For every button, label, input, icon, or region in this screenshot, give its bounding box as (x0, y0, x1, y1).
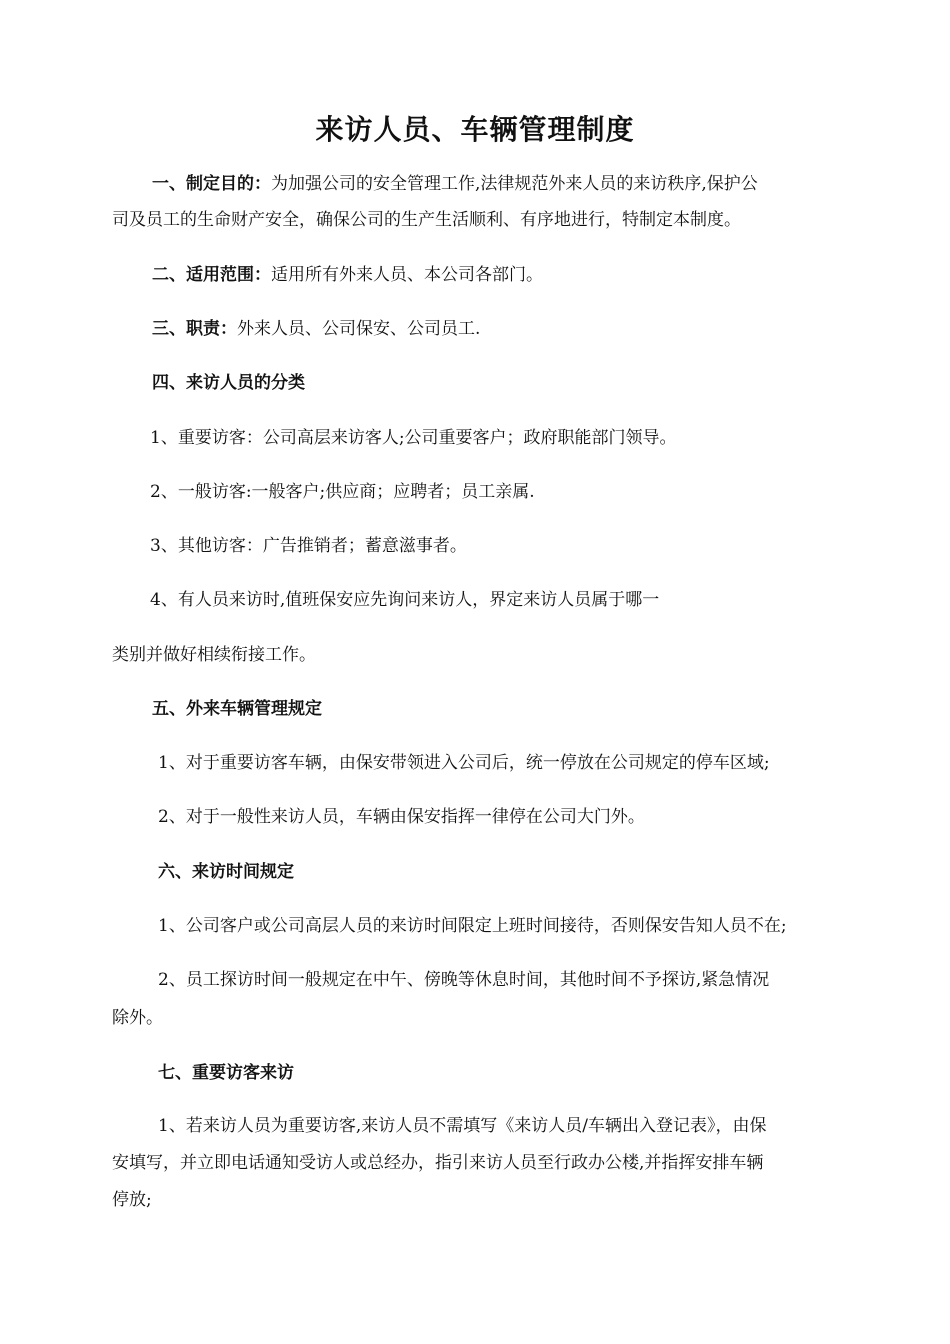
section-3-paragraph (112, 311, 862, 347)
section-2-text: 适用所有外来人员、本公司各部门。 (271, 265, 543, 285)
section-6-heading: 六、来访时间规定 (158, 862, 294, 882)
document-title: 来访人员、车辆管理制度 (315, 113, 635, 146)
section-5-heading: 五、外来车辆管理规定 (152, 699, 322, 719)
section-2-paragraph (112, 257, 862, 293)
section-1-paragraph (112, 166, 862, 202)
section-4-item-4-line-2: 类别并做好相续衔接工作。 (112, 645, 316, 665)
section-7-item-1-line-1: 1、若来访人员为重要访客,来访人员不需填写《来访人员/车辆出入登记表》，由保 (158, 1116, 767, 1136)
section-4-item-4-line-1: 4、有人员来访时,值班保安应先询问来访人，界定来访人员属于哪一 (150, 590, 660, 610)
section-1-text-line-2: 司及员工的生命财产安全，确保公司的生产生活顺利、有序地进行，特制定本制度。 (112, 210, 741, 230)
section-5-item-2: 2、对于一般性来访人员，车辆由保安指挥一律停在公司大门外。 (158, 807, 645, 827)
section-7-item-1-line-3: 停放; (112, 1190, 152, 1210)
section-3-heading: 三、职责： (152, 319, 237, 339)
section-4-item-3: 3、其他访客：广告推销者；蓄意滋事者。 (150, 536, 467, 556)
section-6-item-1: 1、公司客户或公司高层人员的来访时间限定上班时间接待，否则保安告知人员不在; (158, 916, 787, 936)
section-6-item-2-line-2: 除外。 (112, 1008, 163, 1028)
section-4-heading: 四、来访人员的分类 (152, 373, 305, 393)
section-7-item-1-line-2: 安填写，并立即电话通知受访人或总经办，指引来访人员至行政办公楼,并指挥安排车辆 (112, 1153, 764, 1173)
section-1-text-line-1: 为加强公司的安全管理工作,法律规范外来人员的来访秩序,保护公 (271, 174, 758, 194)
section-1-heading: 一、制定目的： (152, 174, 271, 194)
section-3-text: 外来人员、公司保安、公司员工. (237, 319, 481, 339)
section-6-item-2-line-1: 2、员工探访时间一般规定在中午、傍晚等休息时间，其他时间不予探访,紧急情况 (158, 970, 770, 990)
section-7-heading: 七、重要访客来访 (158, 1063, 294, 1083)
section-4-item-1: 1、重要访客：公司高层来访客人;公司重要客户；政府职能部门领导。 (150, 428, 677, 448)
section-2-heading: 二、适用范围： (152, 265, 271, 285)
section-4-item-2: 2、一般访客:一般客户;供应商；应聘者；员工亲属. (150, 482, 535, 502)
section-5-item-1: 1、对于重要访客车辆，由保安带领进入公司后，统一停放在公司规定的停车区域; (158, 753, 770, 773)
